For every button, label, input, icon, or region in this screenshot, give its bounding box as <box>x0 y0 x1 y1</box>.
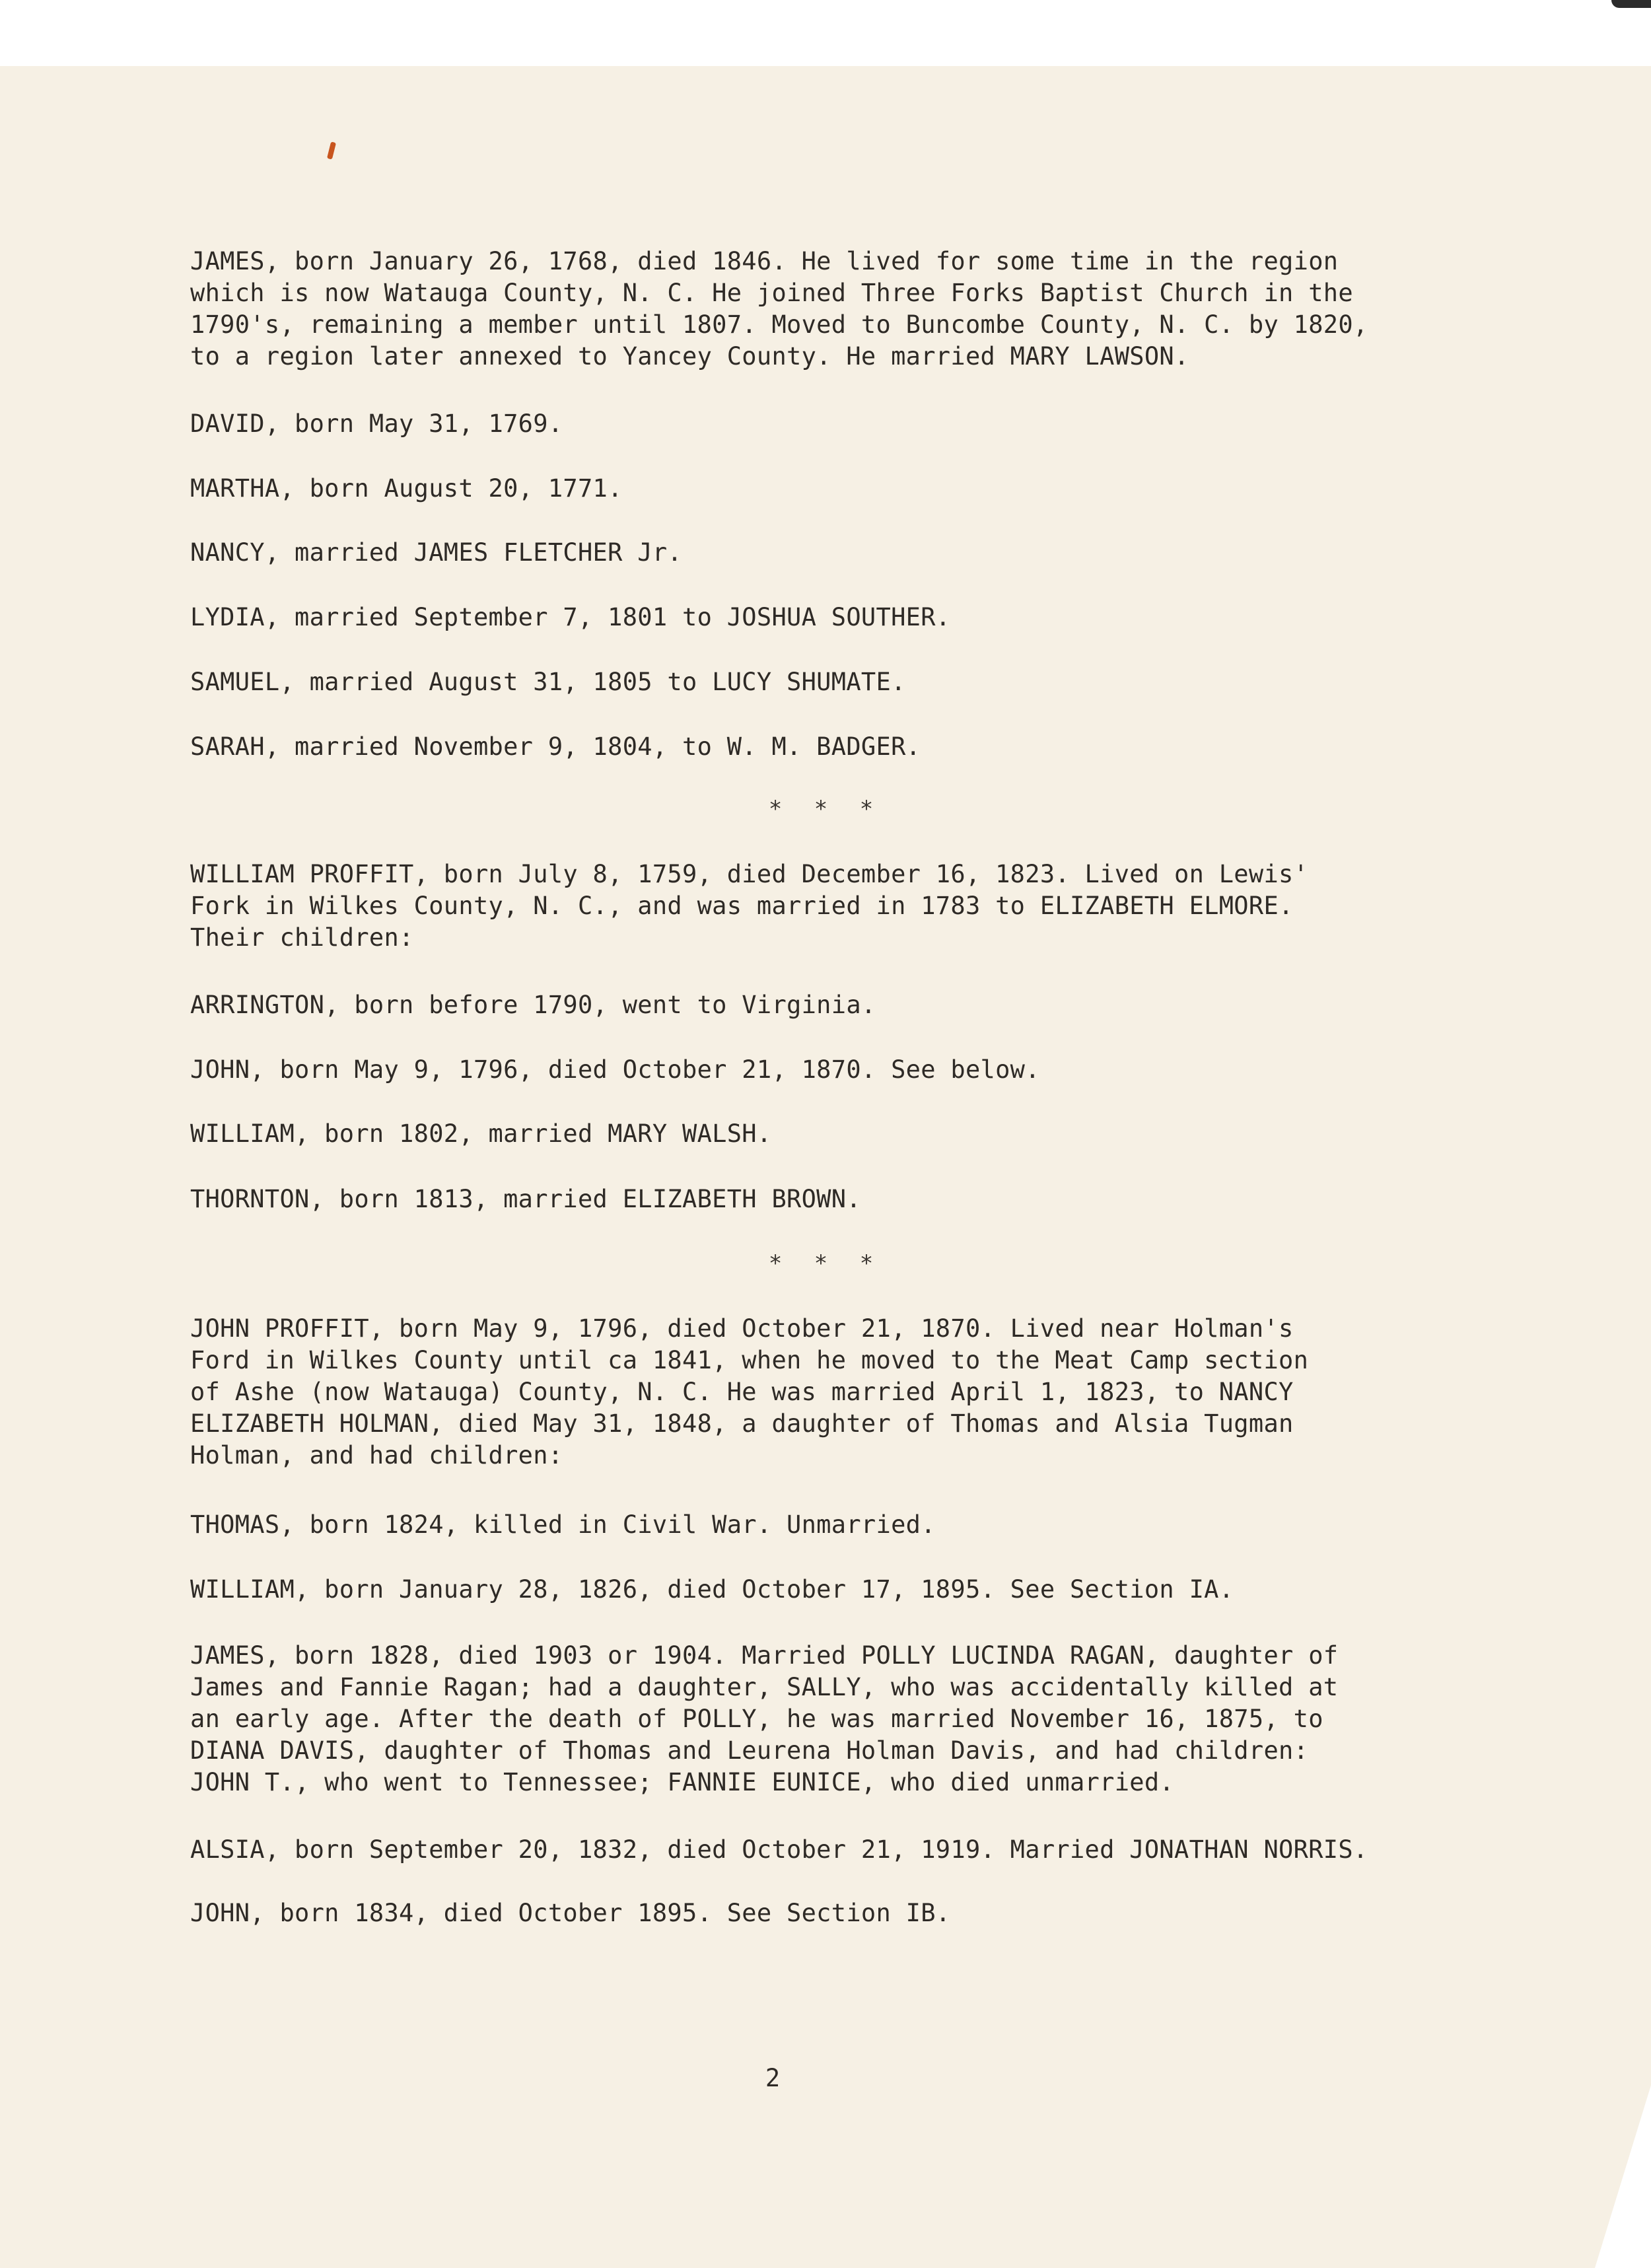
entry-alsia: ALSIA, born September 20, 1832, died October 21, 1919. Married JONATHAN NORRIS. <box>190 1835 1368 1864</box>
entry-thomas: THOMAS, born 1824, killed in Civil War. Unmarried. <box>190 1510 936 1539</box>
section-separator: * * * <box>768 1250 883 1277</box>
entry-arrington: ARRINGTON, born before 1790, went to Virginia. <box>190 991 876 1019</box>
entry-lydia: LYDIA, married September 7, 1801 to JOSHUA SOUTHER. <box>190 603 951 631</box>
entry-sarah: SARAH, married November 9, 1804, to W. M. BADGER. <box>190 732 921 761</box>
entry-john-1834: JOHN, born 1834, died October 1895. See Section IB. <box>190 1899 951 1927</box>
entry-john: JOHN, born May 9, 1796, died October 21, 1870. See below. <box>190 1055 1040 1084</box>
entry-nancy: NANCY, married JAMES FLETCHER Jr. <box>190 538 683 567</box>
entry-james-1828: JAMES, born 1828, died 1903 or 1904. Married POLLY LUCINDA RAGAN, daughter of James and Fannie Ragan; had a daughter, SALLY, who was accidentally killed at an early age. After the death of POLLY, he was married November 16, 1875, to DIANA DAVIS, daughter of Thomas and Leurena Holman Davis, and had children: JOHN T., who went to Tennessee; FANNIE EUNICE, who died unmarried. <box>190 1641 1339 1796</box>
typed-page <box>0 66 1651 2268</box>
scan-top-margin <box>0 0 1651 66</box>
entry-martha: MARTHA, born August 20, 1771. <box>190 474 623 503</box>
page-number: 2 <box>765 2064 781 2092</box>
entry-james: JAMES, born January 26, 1768, died 1846. He lived for some time in the region which is now Watauga County, N. C. He joined Three Forks Baptist Church in the 1790's, remaining a member until 1807. Moved to Buncombe County, N. C. by 1820, to a region later annexed to Yancey County. He married MARY LAWSON. <box>190 247 1368 371</box>
entry-david: DAVID, born May 31, 1769. <box>190 409 563 438</box>
section-separator: * * * <box>768 796 883 822</box>
entry-john-proffit: JOHN PROFFIT, born May 9, 1796, died October 21, 1870. Lived near Holman's Ford in Wilkes County until ca 1841, when he moved to the Meat Camp section of Ashe (now Watauga) County, N. C. He was married April 1, 1823, to NANCY ELIZABETH HOLMAN, died May 31, 1848, a daughter of Thomas and Alsia Tugman Holman, and had children: <box>190 1314 1309 1470</box>
entry-william-proffit: WILLIAM PROFFIT, born July 8, 1759, died December 16, 1823. Lived on Lewis' Fork in Wilkes County, N. C., and was married in 1783 to ELIZABETH ELMORE. Their children: <box>190 860 1309 952</box>
scan-corner-mark <box>1611 0 1651 8</box>
entry-thornton: THORNTON, born 1813, married ELIZABETH BROWN. <box>190 1185 861 1213</box>
entry-william: WILLIAM, born 1802, married MARY WALSH. <box>190 1119 772 1148</box>
entry-william-1826: WILLIAM, born January 28, 1826, died October 17, 1895. See Section IA. <box>190 1575 1234 1604</box>
entry-samuel: SAMUEL, married August 31, 1805 to LUCY SHUMATE. <box>190 668 906 696</box>
